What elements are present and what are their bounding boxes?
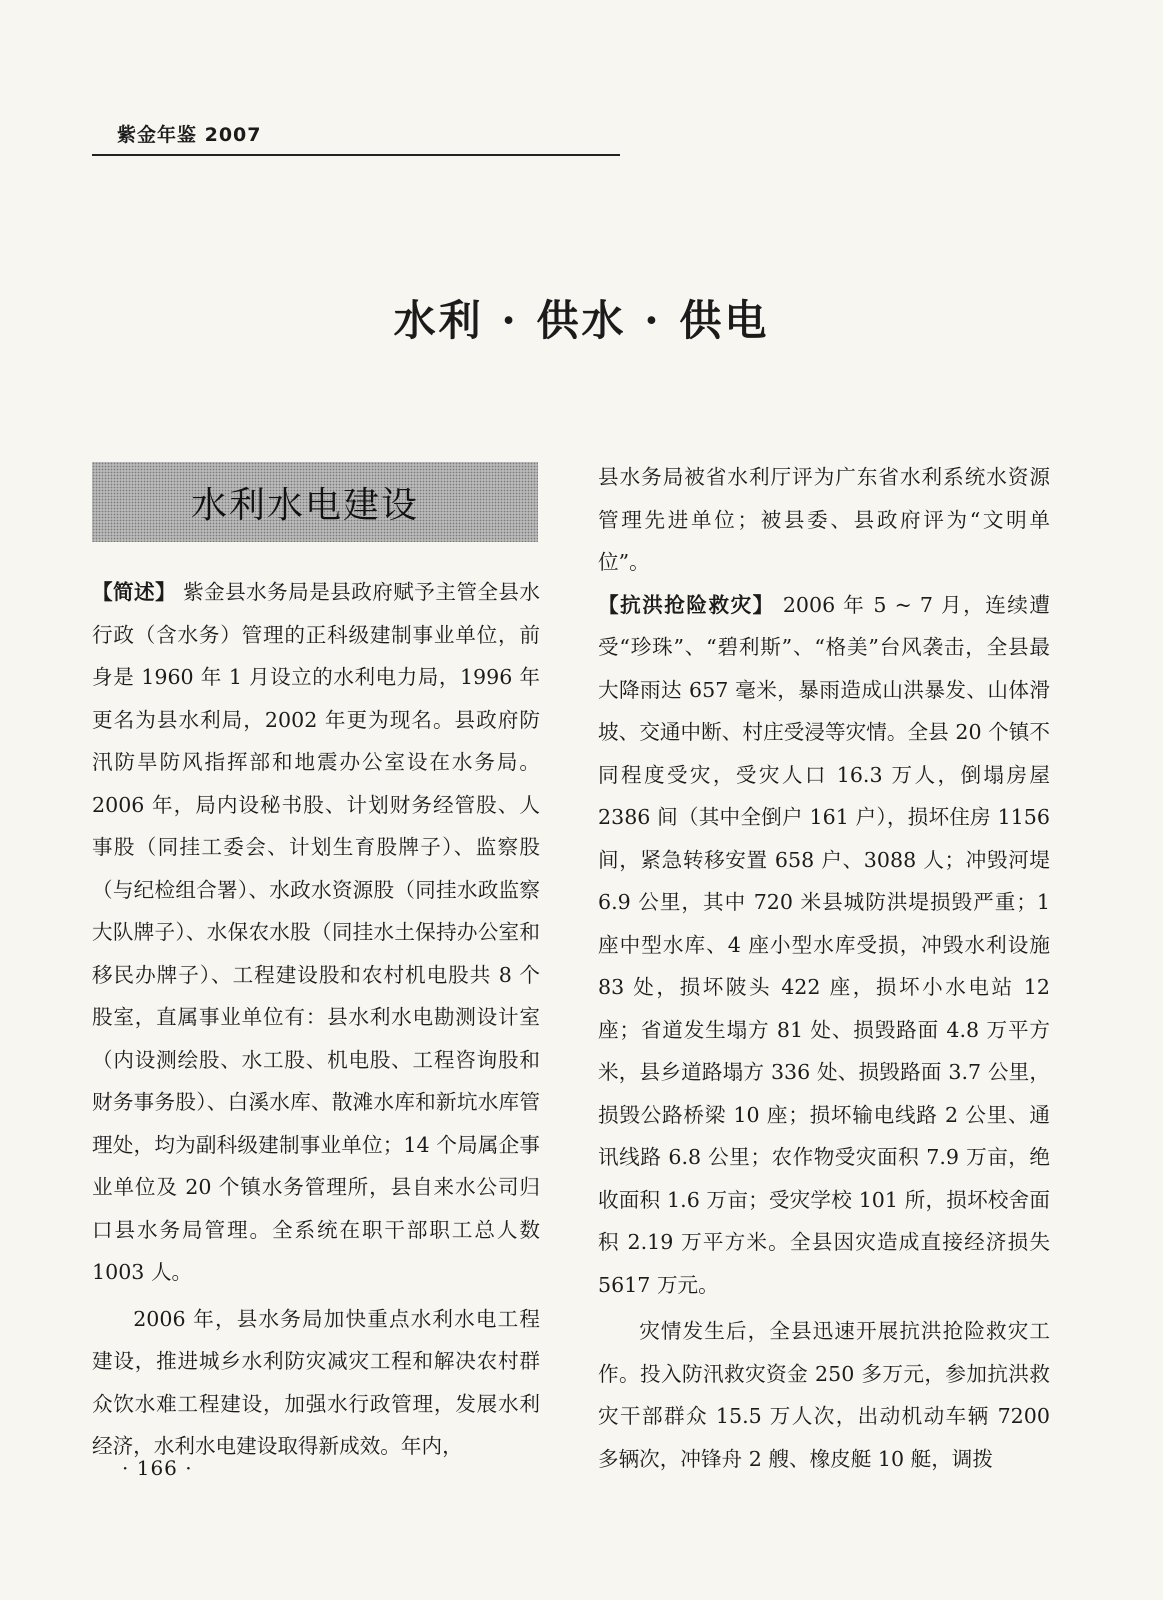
page-number: · 166 · xyxy=(122,1456,193,1480)
paragraph-continuation: 县水务局被省水利厅评为广东省水利系统水资源管理先进单位；被县委、县政府评为“文明单位”。 xyxy=(598,465,1050,574)
paragraph-overview xyxy=(92,571,540,1294)
overview-tag: 【简述】 xyxy=(92,580,177,604)
flood-relief-text: 2006 年 5 ~ 7 月，连续遭受“珍珠”、“碧利斯”、“格美”台风袭击，全县最大降雨达 657 毫米，暴雨造成山洪暴发、山体滑坡、交通中断、村庄受浸等灾情。全县 20 个镇不同程度受灾，受灾人口 16.3 万人，倒塌房屋 2386 间（其中全倒户 161 户），损坏住房 1156 间，紧急转移安置 658 户、3088 人；冲毁河堤 6.9 公里，其中 720 米县城防洪堤损毁严重；1 座中型水库、4 座小型水库受损，冲毁水利设施 83 处，损坏陂头 422 座，损坏小水电站 12 座；省道发生塌方 81 处、损毁路面 4.8 万平方米，县乡道路塌方 336 处、损毁路面 3.7 公里，损毁公路桥梁 10 座；损坏输电线路 2 公里、通讯线路 6.8 公里；农作物受灾面积 7.9 万亩，绝收面积 1.6 万亩；受灾学校 101 所，损坏校舍面积 2.19 万平方米。全县因灾造成直接经济损失 5617 万元。 xyxy=(598,592,1050,1297)
section-title: 水利水电建设 xyxy=(190,484,419,526)
paragraph-2006-work: 2006 年，县水务局加快重点水利水电工程建设，推进城乡水利防灾减灾工程和解决农村群众饮水难工程建设，加强水行政管理，发展水利经济，水利水电建设取得新成效。年内， xyxy=(92,1306,540,1458)
running-head: 紫金年鉴 2007 xyxy=(117,124,262,146)
chapter-title: 水利 · 供水 · 供电 xyxy=(393,296,770,345)
right-column xyxy=(598,456,1050,1480)
overview-text: 紫金县水务局是县政府赋予主管全县水行政（含水务）管理的正科级建制事业单位，前身是 1960 年 1 月设立的水利电力局，1996 年更名为县水利局，2002 年更为现名。县政府防汛防旱防风指挥部和地震办公室设在水务局。2006 年，局内设秘书股、计划财务经管股、人事股（同挂工委会、计划生育股牌子）、监察股（与纪检组合署）、水政水资源股（同挂水政监察大队牌子）、水保农水股（同挂水土保持办公室和移民办牌子）、工程建设股和农村机电股共 8 个股室，直属事业单位有：县水利水电勘测设计室（内设测绘股、水工股、机电股、工程咨询股和财务事务股）、白溪水库、散滩水库和新坑水库管理处，均为副科级建制事业单位；14 个局属企事业单位及 20 个镇水务管理所，县自来水公司归口县水务局管理。全系统在职干部职工总人数 1003 人。 xyxy=(92,580,541,1284)
flood-relief-tag: 【抗洪抢险救灾】 xyxy=(598,592,775,617)
left-column xyxy=(92,571,540,1468)
header-rule xyxy=(92,154,620,156)
section-banner xyxy=(92,462,538,542)
paragraph-response: 灾情发生后，全县迅速开展抗洪抢险救灾工作。投入防汛救灾资金 250 多万元，参加抗洪救灾干部群众 15.5 万人次，出动机动车辆 7200 多辆次，冲锋舟 2 艘、橡皮艇 10 艇，调拨 xyxy=(598,1319,1050,1471)
paragraph-flood-relief xyxy=(598,584,1050,1307)
